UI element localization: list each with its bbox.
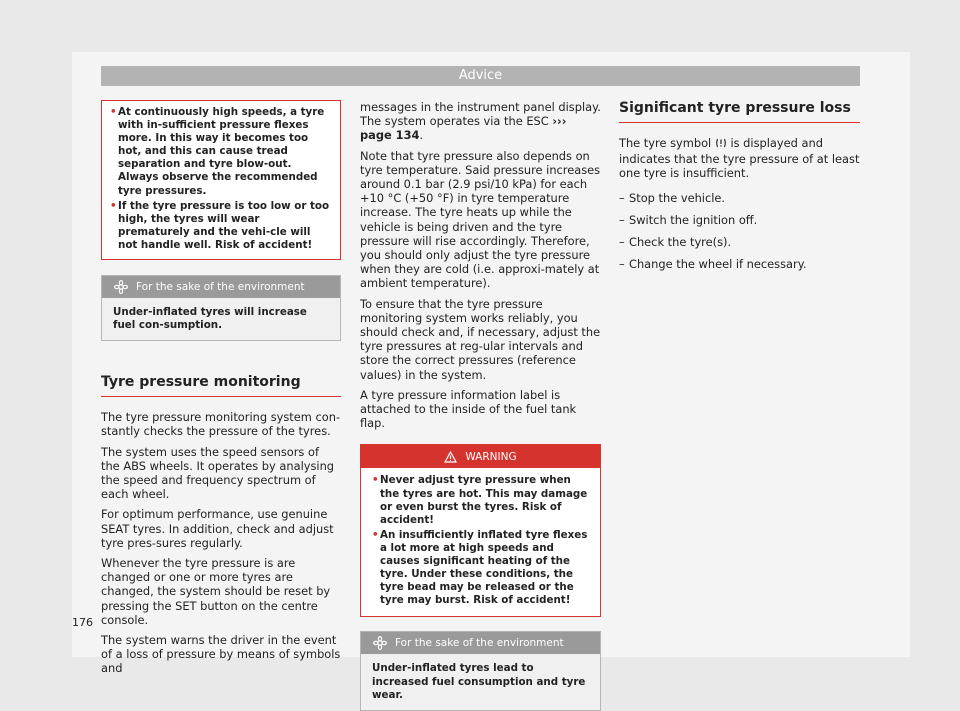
environment-note xyxy=(101,275,341,341)
warning-item: • Never adjust tyre pressure when the tyres are hot. This may damage or even burst the tyres. Risk of accident! xyxy=(372,474,588,526)
page-reference-link[interactable]: ››› page 134 xyxy=(360,114,567,143)
warning-item: • At continuously high speeds, a tyre with in-sufficient pressure flexes more. In this way it becomes too hot, and this can cause tread separation and tyre blow-out. Always observe the recommended tyre pressures. xyxy=(110,106,325,197)
bullet-icon: • xyxy=(110,106,117,118)
paragraph: The tyre symbol is displayed and indicates that the tyre pressure of at least one tyre is insufficient. xyxy=(619,136,860,181)
paragraph: Whenever the tyre pressure is are changed or one or more tyres are changed, the system should be reset by pressing the SET button on the centre console. xyxy=(101,556,331,627)
section-title: Significant tyre pressure loss xyxy=(619,100,860,123)
environment-note-text: Under-inflated tyres will increase fuel con-sumption. xyxy=(113,306,307,332)
column-right xyxy=(619,100,860,279)
warning-continuation-box xyxy=(101,100,341,260)
section-header: Advice xyxy=(101,66,860,86)
paragraph: The system warns the driver in the event of a loss of pressure by means of symbols and xyxy=(101,633,341,676)
column-left xyxy=(101,100,341,682)
environment-note-text: Under-inflated tyres lead to increased fuel consumption and tyre wear. xyxy=(372,662,586,701)
leaf-icon xyxy=(373,636,387,650)
paragraph: A tyre pressure information label is attached to the inside of the fuel tank flap. xyxy=(360,387,577,431)
warning-triangle-icon xyxy=(444,451,457,463)
steps-list xyxy=(619,191,860,272)
body-text xyxy=(101,410,341,675)
paragraph: messages in the instrument panel display. The system operates via the ESC ››› page 134. xyxy=(360,100,601,143)
tyre-warning-icon xyxy=(715,137,727,152)
warning-box xyxy=(360,444,601,617)
bullet-icon: • xyxy=(372,474,379,487)
bullet-icon: • xyxy=(372,528,379,541)
paragraph: The system uses the speed sensors of the ABS wheels. It operates by analysing the speed and frequency spectrum of each wheel. xyxy=(101,444,335,502)
environment-note xyxy=(360,631,601,710)
list-item: – Check the tyre(s). xyxy=(619,235,732,250)
column-middle xyxy=(360,100,601,711)
list-item: – Stop the vehicle. xyxy=(619,190,726,205)
warning-item: • An insufficiently inflated tyre flexes a lot more at high speeds and causes significant heating of the tyre. Under these conditions, the tyre bead may be released or the tyre may burst. Risk of accident! xyxy=(372,528,588,607)
leaf-icon xyxy=(114,280,128,294)
bullet-icon: • xyxy=(110,199,117,212)
paragraph: To ensure that the tyre pressure monitoring system works reliably, you should check and, if necessary, adjust the tyre pressures at reg-ular intervals and store the correct pressures (reference values) in the system. xyxy=(360,296,601,382)
environment-note-header: For the sake of the environment xyxy=(361,632,600,654)
list-item: – Change the wheel if necessary. xyxy=(619,257,807,272)
paragraph: For optimum performance, use genuine SEAT tyres. In addition, check and adjust tyre pres-sures regularly. xyxy=(101,507,334,550)
warning-item: • If the tyre pressure is too low or too high, the tyres will wear prematurely and the vehi-cle will not handle well. Risk of accident! xyxy=(110,199,330,251)
list-item: – Switch the ignition off. xyxy=(619,212,758,227)
page-number: 176 xyxy=(72,616,93,629)
section-tyre-pressure-monitoring xyxy=(101,374,341,397)
section-title: Tyre pressure monitoring xyxy=(101,374,341,397)
environment-note-header: For the sake of the environment xyxy=(102,276,340,298)
warning-body xyxy=(361,468,600,616)
paragraph: The tyre pressure monitoring system con-stantly checks the pressure of the tyres. xyxy=(101,410,341,439)
warning-header: WARNING xyxy=(361,445,600,468)
paragraph: Note that tyre pressure also depends on tyre temperature. Said pressure increases around 0.1 bar (2.9 psi/10 kPa) for each +10 °C (+50 °F) in tyre temperature increase. The tyre heats up while the vehicle is being driven and the tyre pressure will rise accordingly. Therefore, you should only adjust the tyre pressure when they are cold (i.e. approxi-mately at ambient temperature). xyxy=(360,148,601,291)
